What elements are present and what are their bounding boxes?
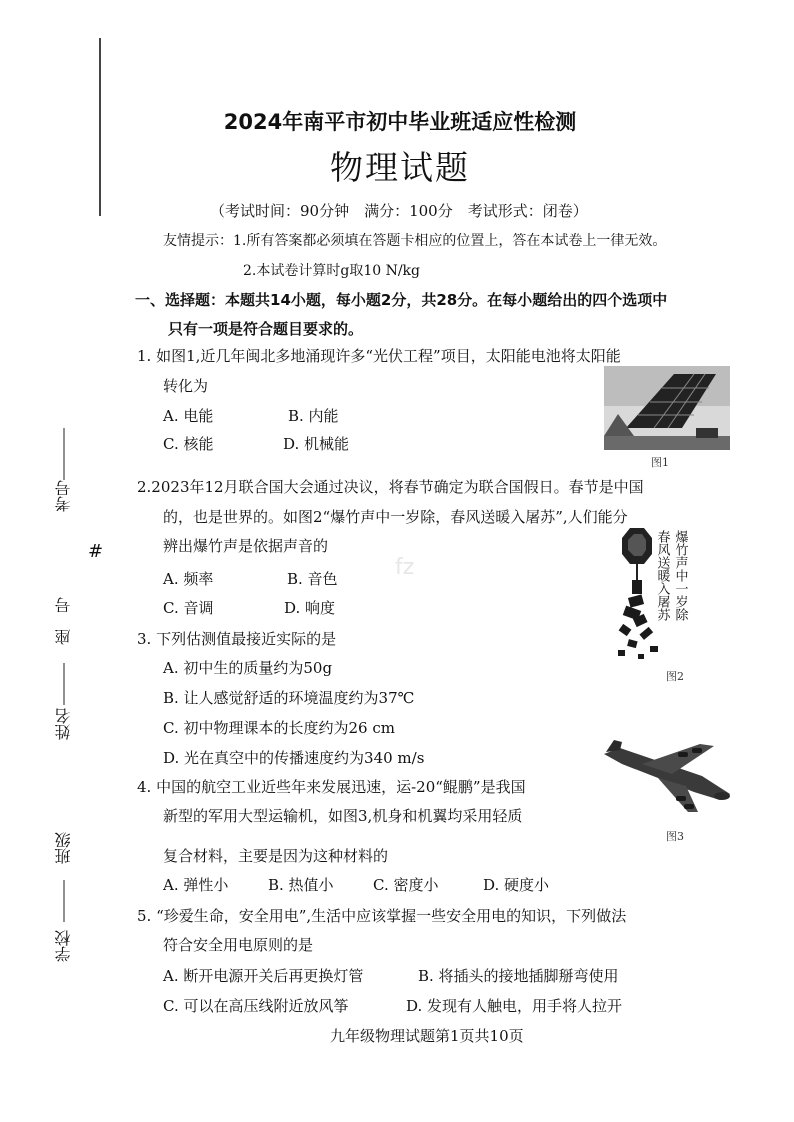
q2-option-b: B. 音色 (287, 570, 338, 588)
q2-stem-line-2: 的，也是世界的。如图2“爆竹声中一岁除，春风送暖入屠苏”,人们能分 (163, 508, 628, 526)
figure-3-aircraft (602, 738, 732, 818)
exam-title: 2024年南平市初中毕业班适应性检测 (223, 110, 577, 134)
q2-stem-line-1: 2.2023年12月联合国大会通过决议，将春节确定为联合国假日。春节是中国 (137, 478, 644, 496)
binding-school: 学校 (54, 930, 73, 962)
q3-option-a: A. 初中生的质量约为50g (163, 659, 333, 677)
q5-option-a: A. 断开电源开关后再更换灯管 (163, 967, 364, 985)
section-heading: 一、选择题：本题共14小题，每小题2分，共28分。在每小题给出的四个选项中 (135, 291, 668, 309)
q4-option-a: A. 弹性小 (163, 876, 229, 894)
q1-option-c: C. 核能 (163, 435, 214, 453)
binding-exam-number-line (62, 428, 66, 480)
q3-stem: 3. 下列估测值最接近实际的是 (137, 630, 337, 648)
section-heading-cont: 只有一项是符合题目要求的。 (168, 320, 364, 338)
page-footer: 九年级物理试题第1页共10页 (330, 1027, 524, 1045)
q1-option-a: A. 电能 (163, 407, 214, 425)
figure-2-firecrackers (610, 522, 722, 668)
subject-title: 物理试题 (330, 148, 470, 187)
binding-name: 姓名 (54, 708, 73, 740)
figure-2-poem-line-2: 春风送暖入屠苏 (654, 530, 670, 621)
q1-option-b: B. 内能 (288, 407, 339, 425)
binding-name-line (62, 663, 66, 705)
binding-exam-number: 考号 (54, 480, 73, 512)
q4-option-c: C. 密度小 (373, 876, 439, 894)
q2-option-a: A. 频率 (163, 570, 214, 588)
tip-line-1: 友情提示：1.所有答案都必须填在答题卡相应的位置上，答在本试卷上一律无效。 (163, 233, 667, 249)
q5-option-c: C. 可以在高压线附近放风筝 (163, 997, 349, 1015)
watermark: fz (395, 555, 415, 580)
q5-option-b: B. 将插头的接地插脚掰弯使用 (418, 967, 619, 985)
q4-stem-line-2: 新型的军用大型运输机，如图3,机身和机翼均采用轻质 (163, 807, 523, 825)
q3-option-d: D. 光在真空中的传播速度约为340 m/s (163, 749, 425, 767)
q3-option-c: C. 初中物理课本的长度约为26 cm (163, 719, 395, 737)
binding-class: 班级 (54, 832, 73, 864)
q1-stem-line-2: 转化为 (163, 377, 209, 395)
figure-1-caption: 图1 (651, 456, 669, 469)
q4-option-d: D. 硬度小 (483, 876, 550, 894)
q2-option-d: D. 响度 (284, 599, 336, 617)
q2-option-c: C. 音调 (163, 599, 214, 617)
figure-1-solar-panels (604, 366, 730, 450)
q5-stem-line-1: 5. “珍爱生命，安全用电”,生活中应该掌握一些安全用电的知识，下列做法 (137, 907, 627, 925)
q4-stem-line-1: 4. 中国的航空工业近些年来发展迅速，运-20“鲲鹏”是我国 (137, 778, 526, 796)
q5-option-d: D. 发现有人触电，用手将人拉开 (406, 997, 623, 1015)
q1-stem-line-1: 1. 如图1,近几年闽北多地涌现许多“光伏工程”项目，太阳能电池将太阳能 (137, 347, 621, 365)
hash-mark: # (88, 541, 104, 562)
binding-class-line (62, 880, 66, 922)
tip-line-2: 2.本试卷计算时g取10 N/kg (243, 263, 420, 279)
exam-info: （考试时间：90分钟 满分：100分 考试形式：闭卷） (210, 202, 588, 220)
figure-2-caption: 图2 (666, 670, 684, 683)
binding-seat-number: 座 号 (54, 597, 73, 645)
figure-2-poem-line-1: 爆竹声中一岁除 (672, 530, 688, 621)
q1-option-d: D. 机械能 (283, 435, 350, 453)
q3-option-b: B. 让人感觉舒适的环境温度约为37℃ (163, 689, 415, 707)
q5-stem-line-2: 符合安全用电原则的是 (163, 936, 314, 954)
q4-stem-line-3: 复合材料，主要是因为这种材料的 (163, 847, 389, 865)
figure-3-caption: 图3 (666, 830, 684, 843)
q2-stem-line-3: 辨出爆竹声是依据声音的 (163, 537, 329, 555)
q4-option-b: B. 热值小 (268, 876, 334, 894)
